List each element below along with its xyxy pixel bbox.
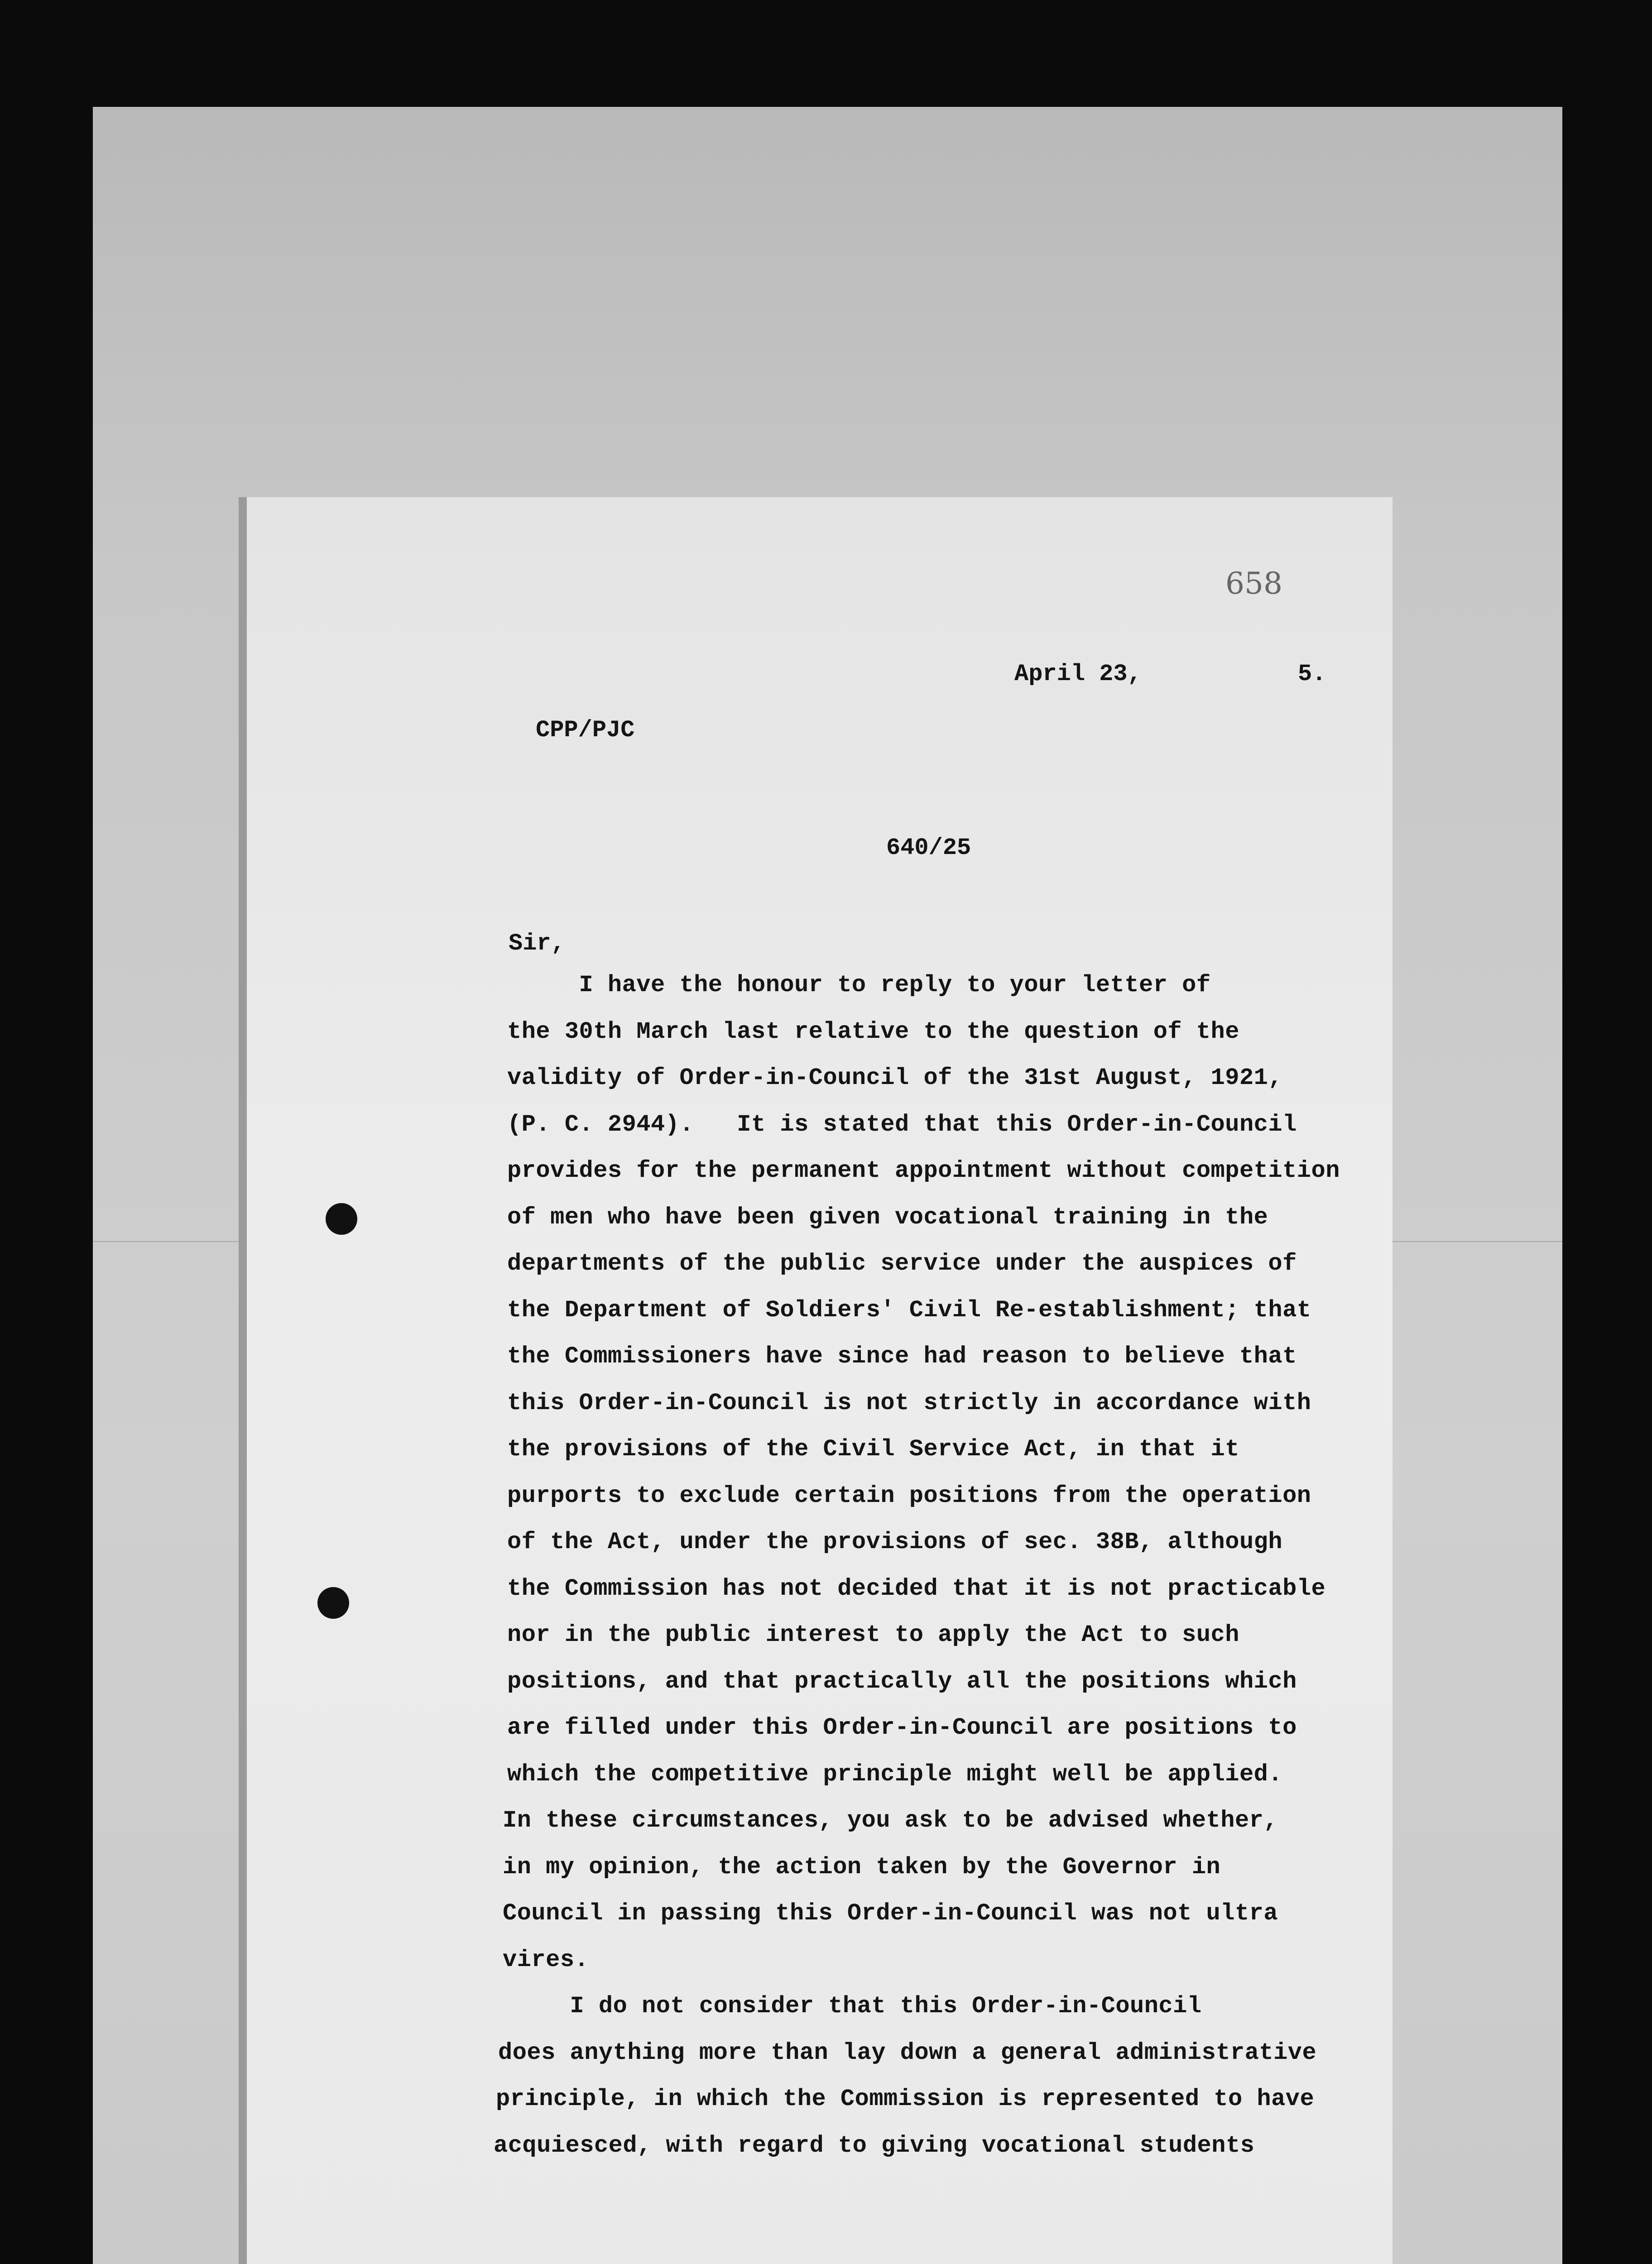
letter-body-line: (P. C. 2944). It is stated that this Order-in-Council <box>507 1111 1297 1138</box>
punch-hole-lower <box>317 1587 349 1619</box>
letter-body-line: Council in passing this Order-in-Council was not ultra <box>503 1900 1278 1927</box>
salutation: Sir, <box>509 930 565 957</box>
letter-date: April 23, <box>1014 661 1142 687</box>
letter-body-line: the 30th March last relative to the question of the <box>507 1018 1239 1045</box>
letter-body-line: are filled under this Order-in-Council are positions to <box>507 1714 1297 1741</box>
letter-body-line: In these circumstances, you ask to be advised whether, <box>503 1807 1278 1834</box>
letter-body-line: this Order-in-Council is not strictly in accordance with <box>507 1390 1311 1416</box>
letter-body-line: of the Act, under the provisions of sec. 38B, although <box>507 1529 1283 1555</box>
letter-body-line: the provisions of the Civil Service Act, in that it <box>507 1436 1239 1463</box>
page-number: 5. <box>1298 661 1326 687</box>
letter-body-line: provides for the permanent appointment without competition <box>507 1157 1340 1184</box>
letter-body-line: purports to exclude certain positions from the operation <box>507 1482 1311 1509</box>
letter-body-line: of men who have been given vocational training in the <box>507 1204 1268 1231</box>
punch-hole-upper <box>326 1203 357 1235</box>
letter-body-line: which the competitive principle might well be applied. <box>507 1761 1283 1788</box>
letter-body-line: the Commissioners have since had reason to believe that <box>507 1343 1297 1370</box>
letter-body-line: in my opinion, the action taken by the Governor in <box>503 1854 1221 1880</box>
file-number: 640/25 <box>886 835 971 861</box>
letter-body-line: departments of the public service under the auspices of <box>507 1250 1297 1277</box>
letter-body-line: validity of Order-in-Council of the 31st August, 1921, <box>507 1065 1283 1091</box>
reference-initials: CPP/PJC <box>536 717 635 743</box>
letter-body-line: the Department of Soldiers' Civil Re-establishment; that <box>507 1297 1311 1324</box>
letter-body-line: nor in the public interest to apply the Act to such <box>507 1621 1239 1648</box>
letter-body-line: I do not consider that this Order-in-Council <box>498 1993 1202 2019</box>
folio-number: 658 <box>1225 566 1282 601</box>
letter-body-line: I have the honour to reply to your letter of <box>507 972 1211 998</box>
letter-body-line: does anything more than lay down a general administrative <box>498 2039 1317 2066</box>
letter-body-line: positions, and that practically all the positions which <box>507 1668 1297 1695</box>
letter-body-line: acquiesced, with regard to giving vocational students <box>494 2132 1255 2159</box>
letter-body-line: vires. <box>503 1947 589 1973</box>
letter-body-line: principle, in which the Commission is represented to have <box>496 2086 1315 2112</box>
letter-body-line: the Commission has not decided that it is not practicable <box>507 1575 1326 1602</box>
